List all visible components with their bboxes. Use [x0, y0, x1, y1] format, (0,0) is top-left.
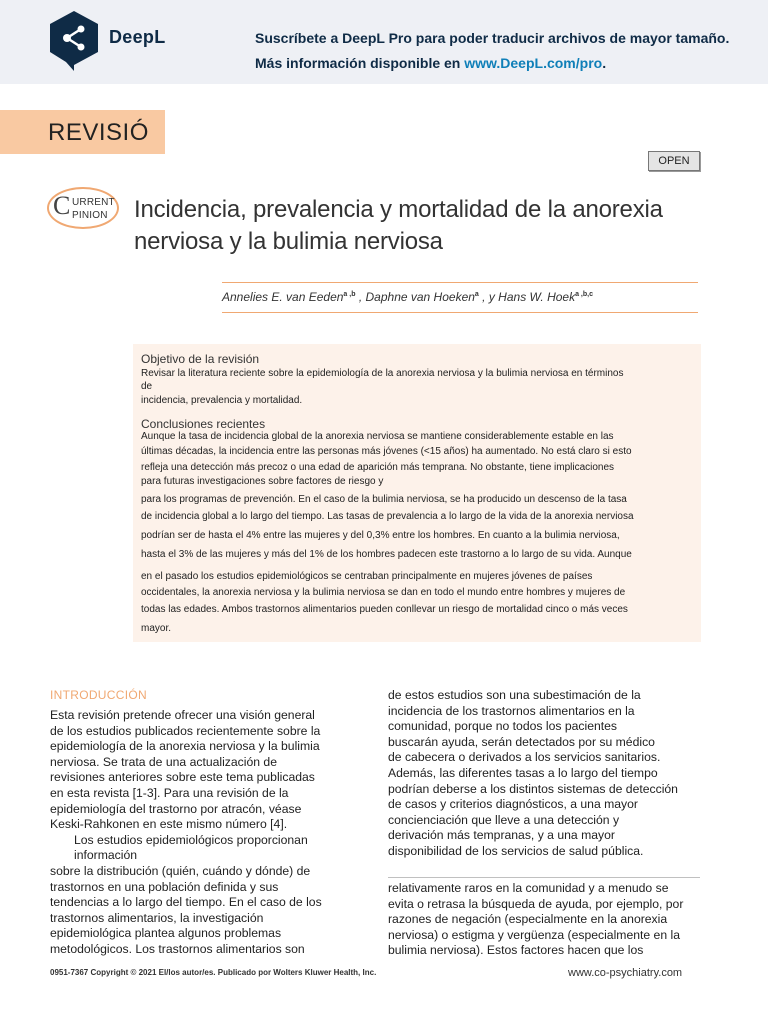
body-line: en esta revista [1-3]. Para una revisión de la — [50, 785, 289, 800]
findings-line: para los programas de prevención. En el caso de la bulimia nerviosa, se ha producido un descenso de la tasa — [141, 494, 627, 505]
body-line: Además, las diferentes tasas a lo largo del tiempo — [388, 765, 658, 780]
current-opinion-logo-top: URRENT — [72, 197, 115, 208]
article-title — [134, 194, 714, 258]
findings-line: occidentales, la anorexia nerviosa y la bulimia nerviosa se dan en todo el mundo entre hombres y mujeres de — [141, 587, 626, 598]
findings-line: para futuras investigaciones sobre factores de riesgo y — [141, 476, 384, 487]
findings-line: refleja una detección más precoz o una edad de aparición más temprana. No obstante, tiene implicaciones — [141, 462, 615, 473]
copyright-notice: 0951-7367 Copyright © 2021 El/los autor/es. Publicado por Wolters Kluwer Health, Inc. — [50, 968, 377, 977]
open-access-badge[interactable]: OPEN — [648, 151, 700, 171]
body-line: trastornos alimentarios, la investigación — [50, 910, 264, 925]
findings-line: en el pasado los estudios epidemiológicos se centraban principalmente en mujeres jóvenes de países — [141, 571, 593, 582]
author-affiliation: a — [474, 291, 479, 298]
findings-line: todas las edades. Ambos trastornos alimentarios pueden conllevar un riesgo de mortalidad cinco o más veces — [141, 604, 628, 615]
body-line: epidemiología de la anorexia nerviosa y la bulimia — [50, 739, 320, 754]
right-column-top — [388, 688, 700, 860]
authors-top-rule — [222, 282, 698, 283]
body-line: incidencia de los trastornos alimentarios en la — [388, 703, 635, 718]
author-name: Daphne van Hoeken — [365, 290, 475, 304]
body-line: buscarán ayuda, serán detectados por su médico — [388, 734, 655, 749]
body-line: trastornos en una población definida y sus — [50, 879, 279, 894]
objective-line: de — [141, 381, 153, 392]
body-line: comunidad, porque no todos los pacientes — [388, 719, 618, 734]
body-line: podrían deberse a los distintos sistemas de detección — [388, 781, 678, 796]
deepl-logo-icon[interactable] — [48, 10, 100, 72]
body-line: bulimia nerviosa). Estos factores hacen que los — [388, 943, 644, 958]
body-line: de estos estudios son una subestimación de la — [388, 688, 641, 702]
introduction-heading: INTRODUCCIÓN — [50, 688, 147, 702]
body-line: evita o retrasa la búsqueda de ayuda, por ejemplo, por — [388, 896, 684, 911]
author-affiliation: a ,b — [343, 291, 356, 298]
body-line: nerviosa) o estigma y vergüenza (especialmente en la — [388, 927, 680, 942]
findings-line: mayor. — [141, 623, 172, 634]
body-line: Los estudios epidemiológicos proporcionan — [74, 832, 308, 847]
promo-line-2 — [255, 55, 606, 71]
findings-line: de incidencia global a lo largo del tiempo. Las tasas de prevalencia a lo largo de la vida de la anorexia nerviosa — [141, 511, 634, 522]
author-name: Annelies E. van Eeden — [222, 290, 344, 304]
body-line: metodológicos. Los trastornos alimentarios son — [50, 941, 305, 956]
author-list: Annelies E. van Eeden$^{a ,b}$ , Daphne van Hoeken$^a$ , y Hans W. Hoek$^{a ,b,c}$ — [222, 290, 593, 304]
findings-line: Aunque la tasa de incidencia global de la anorexia nerviosa se mantiene considerablemente estable en las — [141, 431, 614, 442]
body-line: de casos y criterios diagnósticos, a una mayor — [388, 797, 638, 812]
objective-line: incidencia, prevalencia y mortalidad. — [141, 395, 303, 406]
findings-line: hasta el 3% de las mujeres y más del 1% de los hombres padecen este trastorno a lo largo de su vida. Aunque — [141, 549, 632, 560]
left-column — [50, 708, 364, 958]
body-line: información — [74, 848, 137, 863]
column-divider-rule — [388, 877, 700, 878]
current-opinion-logo-letter: C — [53, 191, 71, 220]
findings-line: podrían ser de hasta el 4% entre las mujeres y del 0,3% entre los hombres. En cuanto a la bulimia nerviosa, — [141, 530, 620, 541]
deepl-pro-link[interactable]: www.DeepL.com/pro — [464, 55, 603, 71]
body-line: tendencias a lo largo del tiempo. En el caso de los — [50, 895, 322, 910]
deepl-brand-name[interactable]: DeepL — [109, 27, 166, 47]
body-line: Keski-Rahkonen en este mismo número [4]. — [50, 817, 288, 832]
body-line: razones de negación (especialmente en la anorexia — [388, 912, 668, 927]
promo-line-1: Suscríbete a DeepL Pro para poder traducir archivos de mayor tamaño. — [255, 30, 730, 46]
body-line: nerviosa. Se trata de una actualización de — [50, 754, 277, 769]
body-line: Esta revisión pretende ofrecer una visión general — [50, 708, 315, 722]
title-line-2: nerviosa y la bulimia nerviosa — [134, 228, 443, 255]
body-line: de los estudios publicados recientemente sobre la — [50, 723, 321, 738]
body-line: revisiones anteriores sobre este tema publicadas — [50, 770, 315, 785]
promo-prefix: Más información disponible en — [255, 55, 465, 71]
authors-bottom-rule — [222, 312, 698, 313]
title-line-1: Incidencia, prevalencia y mortalidad de la anorexia — [134, 196, 663, 223]
author-affiliation: a ,b,c — [575, 291, 593, 298]
body-line: epidemiología del trastorno por atracón, véase — [50, 801, 302, 816]
author-name: y Hans W. Hoek — [488, 290, 576, 304]
body-line: disponibilidad de los servicios de salud pública. — [388, 843, 644, 858]
promo-suffix: . — [602, 55, 607, 71]
journal-website[interactable]: www.co-psychiatry.com — [568, 967, 683, 979]
body-line: derivación más tempranas, y a una mayor — [388, 828, 615, 843]
current-opinion-logo-bottom: PINION — [72, 210, 108, 221]
body-line: sobre la distribución (quién, cuándo y dónde) de — [50, 863, 311, 878]
body-line: epidemiológica plantea algunos problemas — [50, 926, 282, 941]
body-line: de cabecera o derivados a los servicios sanitarios. — [388, 750, 661, 765]
body-line: relativamente raros en la comunidad y a menudo se — [388, 881, 669, 895]
body-line: concienciación que lleve a una detección y — [388, 812, 620, 827]
right-column-bottom — [388, 881, 700, 959]
objective-line: Revisar la literatura reciente sobre la epidemiología de la anorexia nerviosa y la bulimia nerviosa en términos — [141, 368, 624, 379]
findings-line: últimas décadas, la incidencia entre las personas más jóvenes (<15 años) ha aumentado. No está claro si esto — [141, 446, 632, 457]
findings-heading: Conclusiones recientes — [141, 417, 266, 431]
objective-heading: Objetivo de la revisión — [141, 352, 260, 366]
article-type-label: REVISIÓ — [48, 119, 149, 146]
